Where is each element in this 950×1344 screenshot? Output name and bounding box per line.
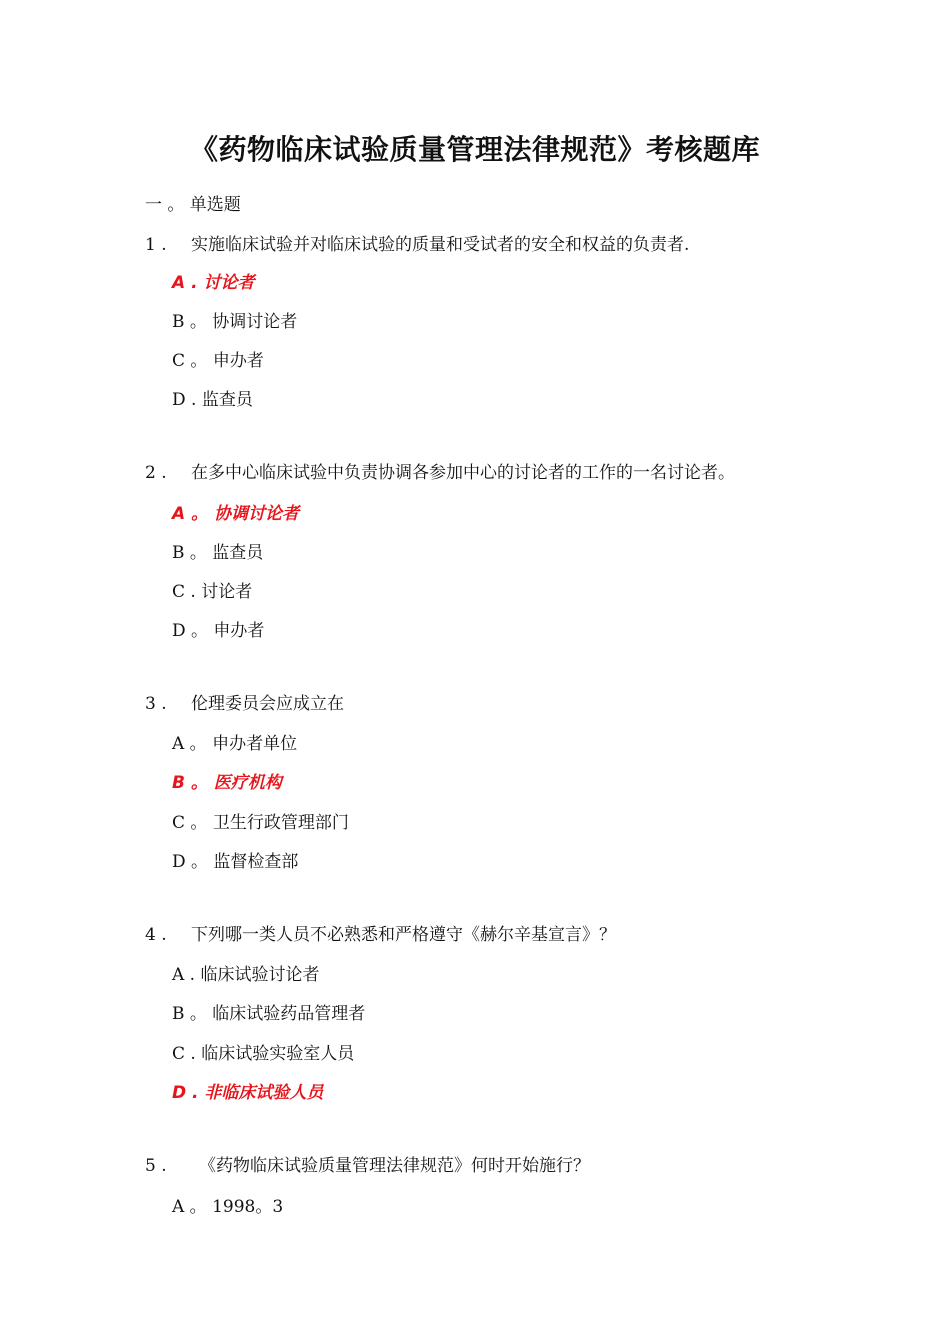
question-number: 3 . — [145, 694, 167, 714]
question-number: 4 . — [145, 925, 167, 945]
option-4c: C . 临床试验实验室人员 — [172, 1044, 355, 1064]
option-4b: B 。 临床试验药品管理者 — [172, 1004, 366, 1024]
option-2b: B 。 监查员 — [172, 543, 264, 563]
option-1a: A . 讨论者 — [172, 273, 255, 293]
option-3c: C 。 卫生行政管理部门 — [172, 813, 349, 833]
option-3b: B 。 医疗机构 — [172, 773, 282, 793]
question-text: 下列哪一类人员不必熟悉和严格遵守《赫尔辛基宣言》？ — [191, 925, 616, 945]
option-4a: A . 临床试验讨论者 — [172, 965, 320, 985]
option-2a: A 。 协调讨论者 — [172, 504, 299, 524]
question-text: 《药物临床试验质量管理法律规范》何时开始施行？ — [199, 1156, 590, 1176]
question-text: 实施临床试验并对临床试验的质量和受试者的安全和权益的负责者. — [191, 235, 690, 255]
question-3 — [145, 689, 344, 714]
option-1d: D . 监查员 — [172, 390, 253, 410]
question-5 — [145, 1151, 590, 1176]
option-4d: D . 非临床试验人员 — [172, 1083, 324, 1103]
question-2 — [145, 458, 735, 483]
option-2c: C . 讨论者 — [172, 582, 253, 602]
section-label: 一 。 单选题 — [145, 195, 241, 215]
question-text: 在多中心临床试验中负责协调各参加中心的讨论者的工作的一名讨论者。 — [191, 463, 735, 483]
option-2d: D 。 申办者 — [172, 621, 265, 641]
option-3d: D 。 监督检查部 — [172, 852, 299, 872]
question-number: 1 . — [145, 235, 167, 255]
page-title: 《药物临床试验质量管理法律规范》考核题库 — [189, 133, 760, 166]
question-4 — [145, 920, 616, 945]
option-3a: A 。 申办者单位 — [172, 734, 298, 754]
question-number: 5 . — [145, 1156, 167, 1176]
question-number: 2 . — [145, 463, 167, 483]
question-text: 伦理委员会应成立在 — [191, 694, 344, 714]
option-5a: A 。 1998。3 — [172, 1197, 284, 1217]
question-1 — [145, 230, 689, 255]
option-1b: B 。 协调讨论者 — [172, 312, 298, 332]
option-1c: C 。 申办者 — [172, 351, 264, 371]
